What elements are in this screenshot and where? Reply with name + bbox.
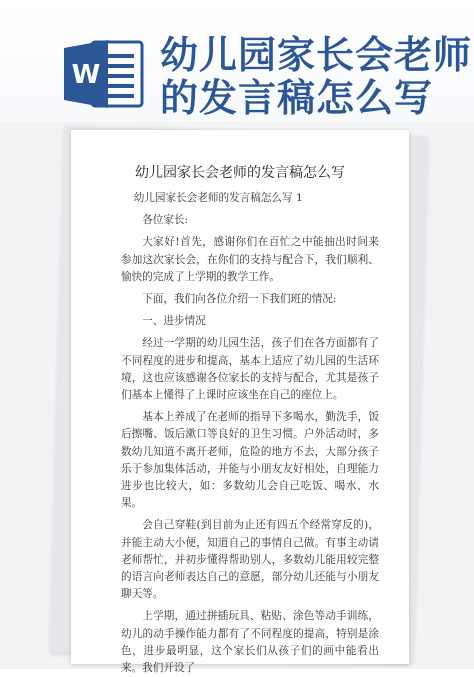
paragraph: 大家好!首先，感谢你们在百忙之中能抽出时间来参加这次家长会，在你们的支持与配合下，我们顺利、愉快的完成了上学期的教学工作。 xyxy=(121,236,379,283)
paragraph: 上学期，通过拼插玩具、粘贴、涂色等动手训练，幼儿的动手操作能力都有了不同程度的提高，特别是涂色，进步最明显，这个家长们从孩子们的画中能看出来。我们开设了 xyxy=(121,610,379,675)
document-body xyxy=(121,190,379,677)
banner xyxy=(0,0,474,130)
document-page xyxy=(71,130,409,675)
paragraph: 下面，我们向各位介绍一下我们班的情况: xyxy=(142,293,337,306)
document-title: 幼儿园家长会老师的发言稿怎么写 xyxy=(135,165,345,181)
paragraph: 经过一学期的幼儿园生活，孩子们在各方面都有了不同程度的进步和提高，基本上适应了幼儿园的生活环境，这也应该感谢各位家长的支持与配合，尤其是孩子们基本上懂得了上课时应该坐在自己的座位上。 xyxy=(121,337,379,402)
section-heading: 一、进步情况 xyxy=(142,315,206,328)
banner-title-line-1: 幼儿园家长会老师 xyxy=(160,33,473,77)
document-subtitle: 幼儿园家长会老师的发言稿怎么写 1 xyxy=(133,192,303,204)
paragraph: 基本上养成了在老师的指导下多喝水，勤洗手，饭后擦嘴、饭后漱口等良好的卫生习惯。户外活动时，多数幼儿知道不离开老师，危险的地方不去，大部分孩子乐于参加集体活动，并能与小朋友友好相处，自理能力进步也比较大，如：多数幼儿会自己吃饭、喝水、水果。 xyxy=(121,411,379,510)
salutation: 各位家长: xyxy=(142,214,189,227)
banner-title-line-2: 的发言稿怎么写 xyxy=(160,76,434,120)
word-document-icon xyxy=(62,38,144,110)
paragraph: 会自己穿鞋(到目前为止还有四五个经常穿反的)，并能主动大小便，知道自己的事情自己做。有事主动请老师帮忙，并初步懂得帮助别人，多数幼儿能用较完整的语言向老师表达自己的意愿，部分幼儿还能与小朋友聊天等。 xyxy=(121,519,379,601)
word-logo-letter: W xyxy=(71,60,101,90)
